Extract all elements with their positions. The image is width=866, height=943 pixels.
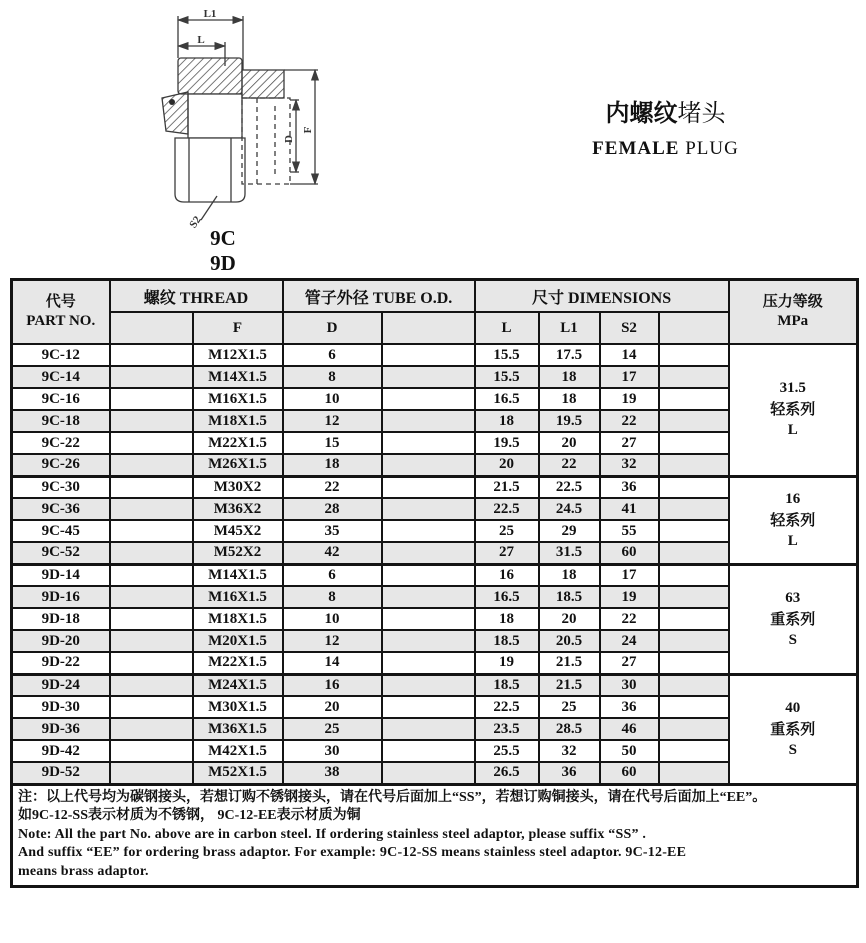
header-dim-blank [659, 312, 729, 344]
tube-d-cell: 15 [283, 432, 382, 454]
tube-blank-cell [382, 388, 475, 410]
dim-blank-cell [659, 696, 729, 718]
thread-blank-cell [110, 674, 193, 696]
dim-s2-cell: 60 [600, 762, 659, 784]
header-l: L [475, 312, 539, 344]
thread-blank-cell [110, 454, 193, 476]
header-part-no-en: PART NO. [26, 313, 96, 329]
dim-l1-cell: 20 [539, 432, 600, 454]
header-thread: 螺纹 THREAD [110, 280, 283, 313]
part-no-cell: 9C-36 [12, 498, 110, 520]
dim-s2-cell: 30 [600, 674, 659, 696]
thread-f-cell: M30X2 [193, 476, 283, 498]
tube-d-cell: 12 [283, 410, 382, 432]
dim-blank-cell [659, 366, 729, 388]
tube-d-cell: 8 [283, 586, 382, 608]
header-thread-blank [110, 312, 193, 344]
tube-d-cell: 42 [283, 542, 382, 564]
tube-d-cell: 28 [283, 498, 382, 520]
dim-l1-cell: 22.5 [539, 476, 600, 498]
caption-9d: 9D [210, 251, 236, 275]
dim-label-d: D [283, 135, 295, 143]
dim-l-cell: 18.5 [475, 630, 539, 652]
pressure-line: 重系列 [770, 610, 816, 628]
dim-blank-cell [659, 762, 729, 784]
part-no-cell: 9D-52 [12, 762, 110, 784]
dim-l1-cell: 36 [539, 762, 600, 784]
dim-l1-cell: 18.5 [539, 586, 600, 608]
thread-blank-cell [110, 498, 193, 520]
dim-l-cell: 16.5 [475, 388, 539, 410]
note-line: Note: All the part No. above are in carbon steel. If ordering stainless steel adaptor, please suffix “SS” . [18, 826, 647, 842]
tube-d-cell: 6 [283, 564, 382, 586]
dim-l-cell: 16 [475, 564, 539, 586]
pressure-line: 40 [785, 699, 801, 716]
dim-l-cell: 19.5 [475, 432, 539, 454]
dim-s2-cell: 24 [600, 630, 659, 652]
tube-d-cell: 35 [283, 520, 382, 542]
header-dimensions: 尺寸 DIMENSIONS [475, 280, 729, 313]
title-en-rest: PLUG [679, 138, 739, 159]
tube-d-cell: 14 [283, 652, 382, 674]
table-row [12, 344, 858, 366]
drawing-captions [158, 226, 288, 276]
dim-blank-cell [659, 432, 729, 454]
tube-d-cell: 12 [283, 630, 382, 652]
pressure-line: 31.5 [779, 380, 806, 397]
thread-f-cell: M20X1.5 [193, 630, 283, 652]
dim-l-cell: 25 [475, 520, 539, 542]
header-s2: S2 [600, 312, 659, 344]
thread-blank-cell [110, 762, 193, 784]
thread-f-cell: M16X1.5 [193, 388, 283, 410]
dim-l-cell: 20 [475, 454, 539, 476]
pressure-line: L [787, 532, 798, 549]
thread-f-cell: M14X1.5 [193, 564, 283, 586]
tube-blank-cell [382, 652, 475, 674]
dim-s2-cell: 60 [600, 542, 659, 564]
page-title-en [558, 137, 773, 161]
dim-l1-cell: 21.5 [539, 652, 600, 674]
pressure-line: 重系列 [770, 720, 816, 738]
thread-blank-cell [110, 520, 193, 542]
dim-l-cell: 23.5 [475, 718, 539, 740]
tube-blank-cell [382, 476, 475, 498]
part-no-cell: 9D-22 [12, 652, 110, 674]
dim-l1-cell: 17.5 [539, 344, 600, 366]
dim-blank-cell [659, 630, 729, 652]
title-zh-rest: 堵头 [677, 100, 726, 127]
dim-l1-cell: 18 [539, 564, 600, 586]
header-tube-blank [382, 312, 475, 344]
technical-drawing [145, 6, 323, 232]
tube-d-cell: 30 [283, 740, 382, 762]
part-no-cell: 9D-42 [12, 740, 110, 762]
title-zh-bold: 内螺纹 [605, 100, 678, 127]
dim-l1-cell: 28.5 [539, 718, 600, 740]
part-no-cell: 9C-52 [12, 542, 110, 564]
dim-l-cell: 27 [475, 542, 539, 564]
dim-l1-cell: 20 [539, 608, 600, 630]
part-no-cell: 9C-45 [12, 520, 110, 542]
pressure-line: 16 [785, 490, 801, 507]
dim-l-cell: 15.5 [475, 344, 539, 366]
table-row [12, 674, 858, 696]
tube-blank-cell [382, 586, 475, 608]
part-no-cell: 9C-12 [12, 344, 110, 366]
dim-s2-cell: 19 [600, 586, 659, 608]
dim-l-cell: 19 [475, 652, 539, 674]
tube-blank-cell [382, 542, 475, 564]
tube-d-cell: 22 [283, 476, 382, 498]
thread-f-cell: M18X1.5 [193, 410, 283, 432]
tube-blank-cell [382, 674, 475, 696]
dim-l-cell: 18 [475, 608, 539, 630]
tube-blank-cell [382, 454, 475, 476]
table-row [12, 564, 858, 586]
dim-l1-cell: 24.5 [539, 498, 600, 520]
dim-blank-cell [659, 388, 729, 410]
dim-blank-cell [659, 520, 729, 542]
dim-s2-cell: 55 [600, 520, 659, 542]
thread-blank-cell [110, 696, 193, 718]
dim-l1-cell: 19.5 [539, 410, 600, 432]
tube-d-cell: 8 [283, 366, 382, 388]
thread-f-cell: M30X1.5 [193, 696, 283, 718]
dim-blank-cell [659, 454, 729, 476]
thread-blank-cell [110, 630, 193, 652]
dim-s2-cell: 36 [600, 696, 659, 718]
dim-s2-cell: 46 [600, 718, 659, 740]
dim-s2-cell: 27 [600, 652, 659, 674]
dim-blank-cell [659, 740, 729, 762]
part-no-cell: 9C-30 [12, 476, 110, 498]
tube-blank-cell [382, 520, 475, 542]
thread-blank-cell [110, 388, 193, 410]
thread-f-cell: M22X1.5 [193, 432, 283, 454]
note-box [12, 784, 858, 887]
dim-l-cell: 15.5 [475, 366, 539, 388]
page-title-zh [558, 99, 773, 129]
title-block [558, 99, 773, 161]
dim-blank-cell [659, 564, 729, 586]
thread-blank-cell [110, 476, 193, 498]
dim-s2-cell: 17 [600, 366, 659, 388]
thread-f-cell: M16X1.5 [193, 586, 283, 608]
dim-l-cell: 18.5 [475, 674, 539, 696]
note-line: 如9C-12-SS表示材质为不锈钢， 9C-12-EE表示材质为铜 [18, 808, 361, 823]
dim-s2-cell: 41 [600, 498, 659, 520]
dim-s2-cell: 50 [600, 740, 659, 762]
plug-cross-section-drawing [145, 6, 323, 232]
dim-l-cell: 26.5 [475, 762, 539, 784]
header-part-no-zh: 代号 [45, 294, 76, 310]
tube-blank-cell [382, 432, 475, 454]
part-no-cell: 9C-16 [12, 388, 110, 410]
tube-blank-cell [382, 366, 475, 388]
tube-blank-cell [382, 498, 475, 520]
part-no-cell: 9D-20 [12, 630, 110, 652]
thread-blank-cell [110, 344, 193, 366]
thread-f-cell: M24X1.5 [193, 674, 283, 696]
caption-9c: 9C [210, 226, 236, 250]
header-d: D [283, 312, 382, 344]
dim-blank-cell [659, 718, 729, 740]
pressure-line: S [788, 741, 797, 758]
dim-l-cell: 25.5 [475, 740, 539, 762]
dim-l1-cell: 29 [539, 520, 600, 542]
dim-l1-cell: 18 [539, 388, 600, 410]
pressure-group-cell [729, 344, 858, 476]
dim-blank-cell [659, 674, 729, 696]
dim-blank-cell [659, 586, 729, 608]
thread-blank-cell [110, 586, 193, 608]
thread-f-cell: M42X1.5 [193, 740, 283, 762]
tube-d-cell: 10 [283, 388, 382, 410]
part-no-cell: 9D-16 [12, 586, 110, 608]
tube-d-cell: 6 [283, 344, 382, 366]
dim-label-s2: S2 [187, 214, 204, 231]
note-line: 注：以上代号均为碳钢接头，若想订购不锈钢接头，请在代号后面加上“SS”，若想订购铜接头，请在代号后面加上“EE”。 [18, 789, 767, 805]
dim-l-cell: 22.5 [475, 696, 539, 718]
dim-blank-cell [659, 542, 729, 564]
dim-blank-cell [659, 608, 729, 630]
dim-l1-cell: 20.5 [539, 630, 600, 652]
dim-blank-cell [659, 498, 729, 520]
title-en-bold: FEMALE [592, 138, 680, 159]
dim-label-f: F [302, 126, 314, 134]
dim-l1-cell: 22 [539, 454, 600, 476]
dim-l1-cell: 32 [539, 740, 600, 762]
dim-s2-cell: 22 [600, 608, 659, 630]
tube-blank-cell [382, 410, 475, 432]
tube-d-cell: 18 [283, 454, 382, 476]
pressure-group-cell [729, 476, 858, 564]
dim-blank-cell [659, 410, 729, 432]
part-no-cell: 9D-36 [12, 718, 110, 740]
dim-l-cell: 22.5 [475, 498, 539, 520]
tube-blank-cell [382, 608, 475, 630]
header-tube-od: 管子外径 TUBE O.D. [283, 280, 475, 313]
header-part-no [12, 280, 110, 345]
dim-s2-cell: 32 [600, 454, 659, 476]
dim-blank-cell [659, 476, 729, 498]
thread-f-cell: M14X1.5 [193, 366, 283, 388]
note-line: And suffix “EE” for ordering brass adaptor. For example: 9C-12-SS means stainless steel adaptor. 9C-12-EE [18, 845, 687, 860]
thread-f-cell: M18X1.5 [193, 608, 283, 630]
tube-d-cell: 38 [283, 762, 382, 784]
pressure-line: 轻系列 [770, 511, 816, 529]
thread-blank-cell [110, 432, 193, 454]
part-no-cell: 9D-18 [12, 608, 110, 630]
header-f: F [193, 312, 283, 344]
tube-blank-cell [382, 718, 475, 740]
tube-blank-cell [382, 344, 475, 366]
dim-l1-cell: 25 [539, 696, 600, 718]
dim-label-l1: L1 [203, 8, 217, 20]
thread-f-cell: M36X1.5 [193, 718, 283, 740]
part-no-cell: 9C-22 [12, 432, 110, 454]
pressure-group-cell [729, 674, 858, 784]
thread-f-cell: M12X1.5 [193, 344, 283, 366]
dim-s2-cell: 22 [600, 410, 659, 432]
tube-blank-cell [382, 564, 475, 586]
dim-s2-cell: 14 [600, 344, 659, 366]
tube-d-cell: 10 [283, 608, 382, 630]
table-body [12, 344, 858, 784]
header-l1: L1 [539, 312, 600, 344]
dim-l-cell: 21.5 [475, 476, 539, 498]
thread-f-cell: M45X2 [193, 520, 283, 542]
part-no-cell: 9C-26 [12, 454, 110, 476]
thread-blank-cell [110, 652, 193, 674]
thread-f-cell: M36X2 [193, 498, 283, 520]
note-line: means brass adaptor. [18, 863, 149, 879]
tube-blank-cell [382, 696, 475, 718]
pressure-line: L [787, 422, 798, 439]
dim-s2-cell: 17 [600, 564, 659, 586]
dim-l1-cell: 21.5 [539, 674, 600, 696]
tube-d-cell: 20 [283, 696, 382, 718]
thread-blank-cell [110, 366, 193, 388]
pressure-line: S [788, 631, 797, 648]
pressure-line: 轻系列 [770, 401, 816, 419]
header-pressure-en: MPa [777, 313, 809, 329]
part-no-cell: 9D-24 [12, 674, 110, 696]
header-pressure [729, 280, 858, 345]
dim-s2-cell: 27 [600, 432, 659, 454]
thread-blank-cell [110, 740, 193, 762]
thread-f-cell: M52X1.5 [193, 762, 283, 784]
dim-blank-cell [659, 344, 729, 366]
part-no-cell: 9D-14 [12, 564, 110, 586]
dim-s2-cell: 36 [600, 476, 659, 498]
dim-l-cell: 18 [475, 410, 539, 432]
thread-blank-cell [110, 564, 193, 586]
thread-blank-cell [110, 410, 193, 432]
tube-d-cell: 25 [283, 718, 382, 740]
header-pressure-zh: 压力等级 [762, 294, 823, 310]
dim-l1-cell: 18 [539, 366, 600, 388]
spec-table [10, 278, 859, 888]
thread-f-cell: M26X1.5 [193, 454, 283, 476]
dim-s2-cell: 19 [600, 388, 659, 410]
thread-f-cell: M22X1.5 [193, 652, 283, 674]
dim-blank-cell [659, 652, 729, 674]
tube-blank-cell [382, 762, 475, 784]
part-no-cell: 9C-14 [12, 366, 110, 388]
dim-l-cell: 16.5 [475, 586, 539, 608]
part-no-cell: 9D-30 [12, 696, 110, 718]
tube-d-cell: 16 [283, 674, 382, 696]
thread-f-cell: M52X2 [193, 542, 283, 564]
table-row [12, 476, 858, 498]
tube-blank-cell [382, 630, 475, 652]
dim-label-l: L [197, 34, 205, 46]
thread-blank-cell [110, 608, 193, 630]
thread-blank-cell [110, 542, 193, 564]
tube-blank-cell [382, 740, 475, 762]
thread-blank-cell [110, 718, 193, 740]
pressure-line: 63 [785, 589, 801, 606]
dim-l1-cell: 31.5 [539, 542, 600, 564]
pressure-group-cell [729, 564, 858, 674]
part-no-cell: 9C-18 [12, 410, 110, 432]
